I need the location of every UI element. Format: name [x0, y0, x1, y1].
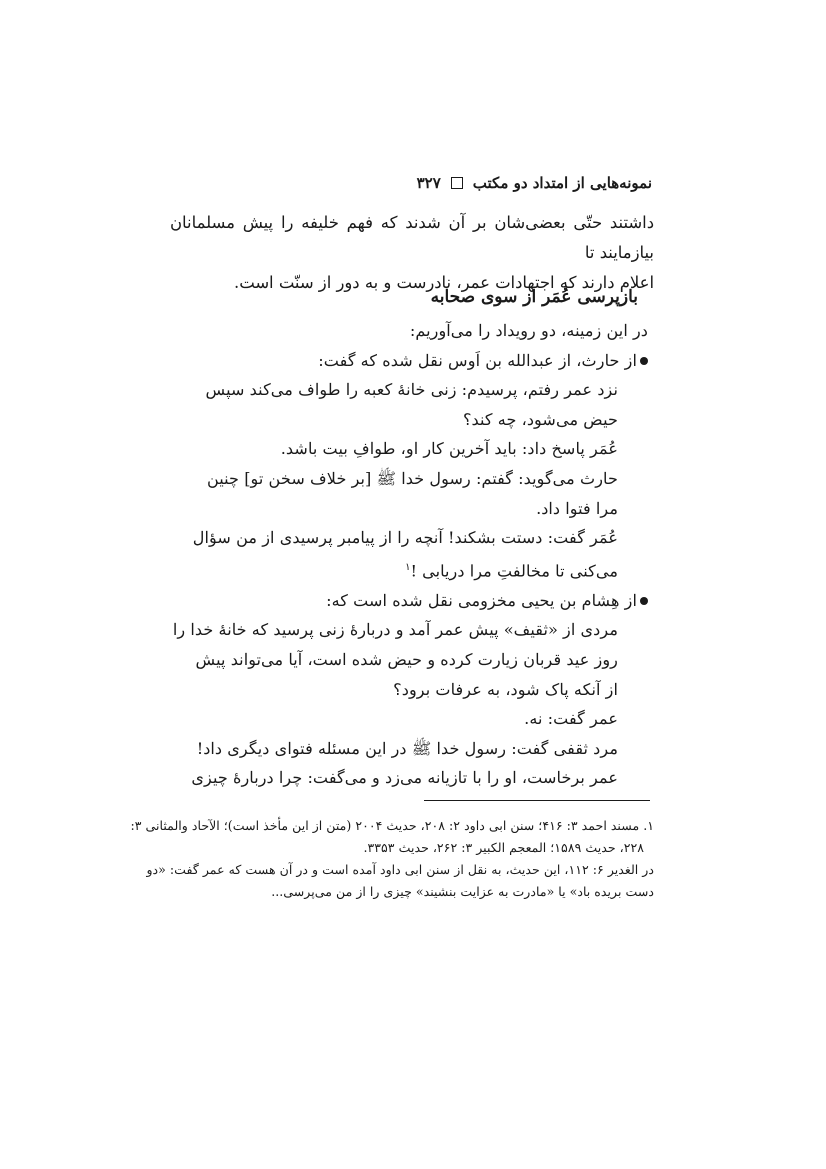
body-text [168, 316, 648, 793]
page-number: ۳۲۷ [416, 174, 441, 192]
bullet-icon [640, 597, 648, 605]
quote-line: از آنکه پاک شود، به عرفات برود؟ [393, 679, 618, 699]
footnote-line: دست بریده باد» یا «مادرت به عزایت بنشیند» چیزی را از من می‌پرسی... [271, 884, 654, 899]
footnote-ref: ۱ [405, 561, 411, 573]
quote-line: روز عید قربان زیارت کرده و حیض شده است، آیا می‌تواند پیش [195, 649, 618, 669]
quote-line: عمر گفت: نه. [524, 709, 618, 729]
quote-line: مردی از «ثقیف» پیش عمر آمد و دربارهٔ زنی پرسید که خانهٔ خدا را [172, 620, 618, 640]
footnote-line: ۱. مسند احمد ۳: ۴۱۶؛ سنن ابی داود ۲: ۲۰۸، حدیث ۲۰۰۴ (متن از این مأخذ است)؛ الآحاد والمثانی ۳: [130, 818, 654, 833]
footnotes [130, 815, 654, 903]
quote-line: حیض می‌شود، چه کند؟ [462, 409, 618, 429]
quote-line: نزد عمر رفتم، پرسیدم: زنی خانهٔ کعبه را طواف می‌کند سپس [205, 380, 618, 400]
running-title: نمونه‌هایی از امتداد دو مکتب [472, 174, 652, 192]
page-header [172, 170, 652, 196]
bullet-item [168, 346, 648, 376]
quote-line: مرا فتوا داد. [536, 498, 618, 518]
body-line: در این زمینه، دو رویداد را می‌آوریم: [409, 321, 648, 340]
intro-line: اعلام دارند که اجتهادات عمر، نادرست و به دور از سنّت است. [234, 273, 654, 292]
quote-line [168, 553, 648, 586]
section-title: بازپرسی عُمَر از سوی صحابه [430, 287, 638, 307]
footnote-line: در الغدیر ۶: ۱۱۲، این حدیث، به نقل از سنن ابی داود آمده است و در آن هست که عمر گفت: «دو [146, 862, 654, 877]
intro-line: داشتند حتّی بعضی‌شان بر آن شدند که فهم خلیفه را پیش مسلمانان بیازمایند تا [170, 213, 654, 262]
quote-text: می‌کنی تا مخالفتِ مرا دریابی ! [410, 561, 618, 581]
footnote-divider [424, 800, 650, 801]
bullet-text: از حارث، از عبدالله بن اَوس نقل شده که گفت: [318, 350, 637, 370]
square-ornament-icon [451, 177, 463, 189]
bullet-text: از هِشام بن یحیی مخزومی نقل شده است که: [326, 590, 637, 610]
quote-line: حارث می‌گوید: گفتم: رسول خدا ﷺ [بر خلاف سخن تو] چنین [206, 468, 618, 488]
quote-line: عُمَر گفت: دستت بشکند! آنچه را از پیامبر پرسیدی از من سؤال [192, 528, 618, 548]
footnote-line: ۲۲۸، حدیث ۱۵۸۹؛ المعجم الکبیر ۳: ۲۶۲، حدیث ۳۳۵۳. [363, 840, 644, 855]
quote-line: مرد ثقفی گفت: رسول خدا ﷺ در این مسئله فتوای دیگری داد! [196, 738, 618, 758]
bullet-icon [640, 357, 648, 365]
quote-line: عُمَر پاسخ داد: باید آخرین کار او، طوافِ بیت باشد. [280, 439, 618, 459]
quote-line: عمر برخاست، او را با تازیانه می‌زد و می‌گفت: چرا دربارهٔ چیزی [191, 768, 618, 788]
bullet-item [168, 586, 648, 616]
